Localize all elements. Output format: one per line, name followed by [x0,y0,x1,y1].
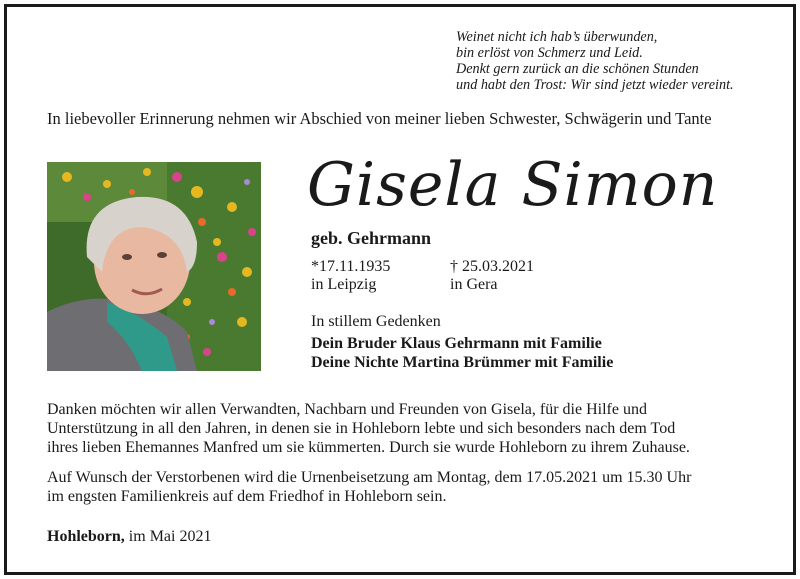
burial-line: im engsten Familienkreis auf dem Friedhof in Hohleborn sein. [47,488,447,505]
family-member: Dein Bruder Klaus Gehrmann mit Familie [311,335,602,352]
memory-line: In stillem Gedenken [311,313,441,330]
deceased-name: Gisela Simon [307,150,719,220]
date-line: im Mai 2021 [128,528,212,545]
death-place: in Gera [450,276,498,293]
poem-line: bin erlöst von Schmerz und Leid. [456,45,643,61]
portrait-photo [47,162,261,371]
poem-line: und habt den Trost: Wir sind jetzt wieder vereint. [456,77,734,93]
birth-date: *17.11.1935 [311,258,391,275]
place-date [47,528,211,546]
intro-text: In liebevoller Erinnerung nehmen wir Abschied von meiner lieben Schwester, Schwägerin und Tante [47,109,712,128]
place-name: Hohleborn, [47,528,125,545]
thanks-line: Unterstützung in all den Jahren, in denen sie in Hohleborn lebte und sich besonders nach dem Tod [47,420,676,437]
poem-line: Denkt gern zurück an die schönen Stunden [456,61,699,77]
birth-place: in Leipzig [311,276,377,293]
death-info [450,258,534,294]
thanks-line: ihres lieben Ehemannes Manfred um sie kümmerten. Durch sie wurde Hohleborn zu ihrem Zuhause. [47,439,690,456]
burial-paragraph [47,468,691,506]
family-member: Deine Nichte Martina Brümmer mit Familie [311,354,614,371]
thanks-line: Danken möchten wir allen Verwandten, Nachbarn und Freunden von Gisela, für die Hilfe und [47,401,647,418]
birth-info [311,258,390,294]
thanks-paragraph [47,400,690,457]
family-list [311,334,613,372]
burial-line: Auf Wunsch der Verstorbenen wird die Urnenbeisetzung am Montag, dem 17.05.2021 um 15.30 Uhr [47,469,692,486]
maiden-name: geb. Gehrmann [311,228,432,248]
poem [456,29,734,93]
poem-line: Weinet nicht ich hab’s überwunden, [456,29,658,45]
death-date: † 25.03.2021 [450,258,534,275]
